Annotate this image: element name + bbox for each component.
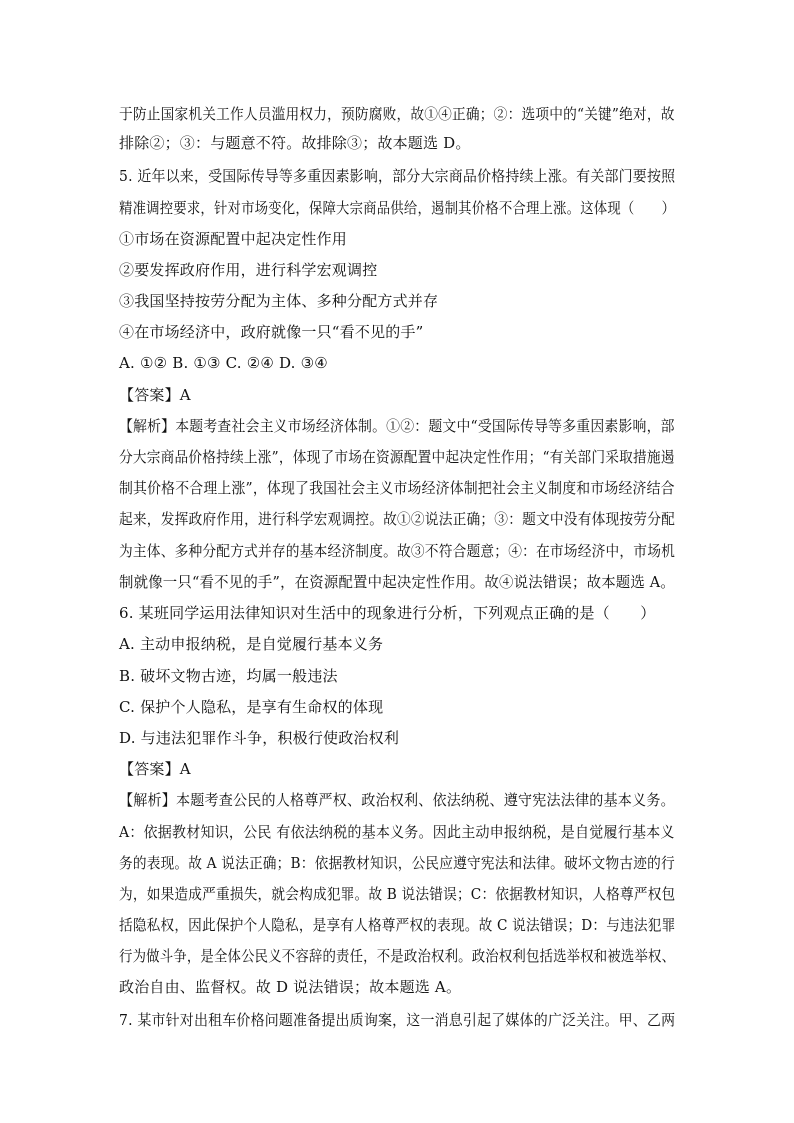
question-5-stem: 精准调控要求，针对市场变化，保障大宗商品供给，遏制其价格不合理上涨。这体现（ ） [119,199,676,217]
option-d: D. 与违法犯罪作斗争，积极行使政治权利 [119,729,400,747]
analysis-line: 为主体、多种分配方式并存的基本经济制度。故③不符合题意；④：在市场经济中，市场机 [119,542,676,560]
answer-label: 【答案】A [119,760,191,778]
text-line: 排除②；③：与题意不符。故排除③；故本题选 D。 [119,134,471,152]
analysis-line: A：依据教材知识，公民 有依法纳税的基本义务。因此主动申报纳税，是自觉履行基本义 [119,823,675,841]
question-6-stem: 6. 某班同学运用法律知识对生活中的现象进行分析，下列观点正确的是（ ） [119,604,656,622]
analysis-line: 分大宗商品价格持续上涨”，体现了市场在资源配置中起决定性作用；“有关部门采取措施遏 [119,448,675,466]
option-b: B. 破坏文物古迹，均属一般违法 [119,667,338,685]
statement-3: ③我国坚持按劳分配为主体、多种分配方式并存 [119,292,439,310]
statement-4: ④在市场经济中，政府就像一只“看不见的手” [119,323,424,341]
statement-2: ②要发挥政府作用，进行科学宏观调控 [119,261,378,279]
analysis-line: 为，如果造成严重损失，就会构成犯罪。故 B 说法错误；C：依据教材知识，人格尊严权包 [119,885,676,903]
analysis-line: 行为做斗争，是全体公民义不容辞的责任，不是政治权利。政治权利包括选举权和被选举权、 [119,947,676,965]
text-line: 于防止国家机关工作人员滥用权力，预防腐败，故①④正确；②：选项中的“关键”绝对，故 [119,105,675,123]
answer-label: 【答案】A [119,386,191,404]
option-c: C. 保护个人隐私，是享有生命权的体现 [119,698,384,716]
analysis-line: 制就像一只“看不见的手”，在资源配置中起决定性作用。故④说法错误；故本题选 A。 [119,573,675,591]
analysis-line: 起来，发挥政府作用，进行科学宏观调控。故①②说法正确；③：题文中没有体现按劳分配 [119,510,676,528]
analysis-line: 政治自由、监督权。故 D 说法错误；故本题选 A。 [119,978,462,996]
analysis-line: 制其价格不合理上涨”，体现了我国社会主义市场经济体制把社会主义制度和市场经济结合 [119,479,675,497]
statement-1: ①市场在资源配置中起决定性作用 [119,230,348,248]
analysis-line: 【解析】本题考查公民的人格尊严权、政治权利、依法纳税、遵守宪法法律的基本义务。 [119,791,675,809]
answer-options: A. ①② B. ①③ C. ②④ D. ③④ [119,354,328,372]
analysis-line: 括隐私权，因此保护个人隐私，是享有人格尊严权的表现。故 C 说法错误；D：与违法犯罪 [119,916,676,934]
option-a: A. 主动申报纳税，是自觉履行基本义务 [119,635,384,653]
analysis-line: 【解析】本题考查社会主义市场经济体制。①②：题文中“受国际传导等多重因素影响，部 [119,417,675,435]
question-5-stem: 5. 近年以来，受国际传导等多重因素影响，部分大宗商品价格持续上涨。有关部门要按照 [119,167,676,185]
question-7-stem: 7. 某市针对出租车价格问题准备提出质询案，这一消息引起了媒体的广泛关注。甲、乙两 [119,1011,676,1029]
analysis-line: 务的表现。故 A 说法正确；B：依据教材知识，公民应遵守宪法和法律。破坏文物古迹的行 [119,854,675,872]
